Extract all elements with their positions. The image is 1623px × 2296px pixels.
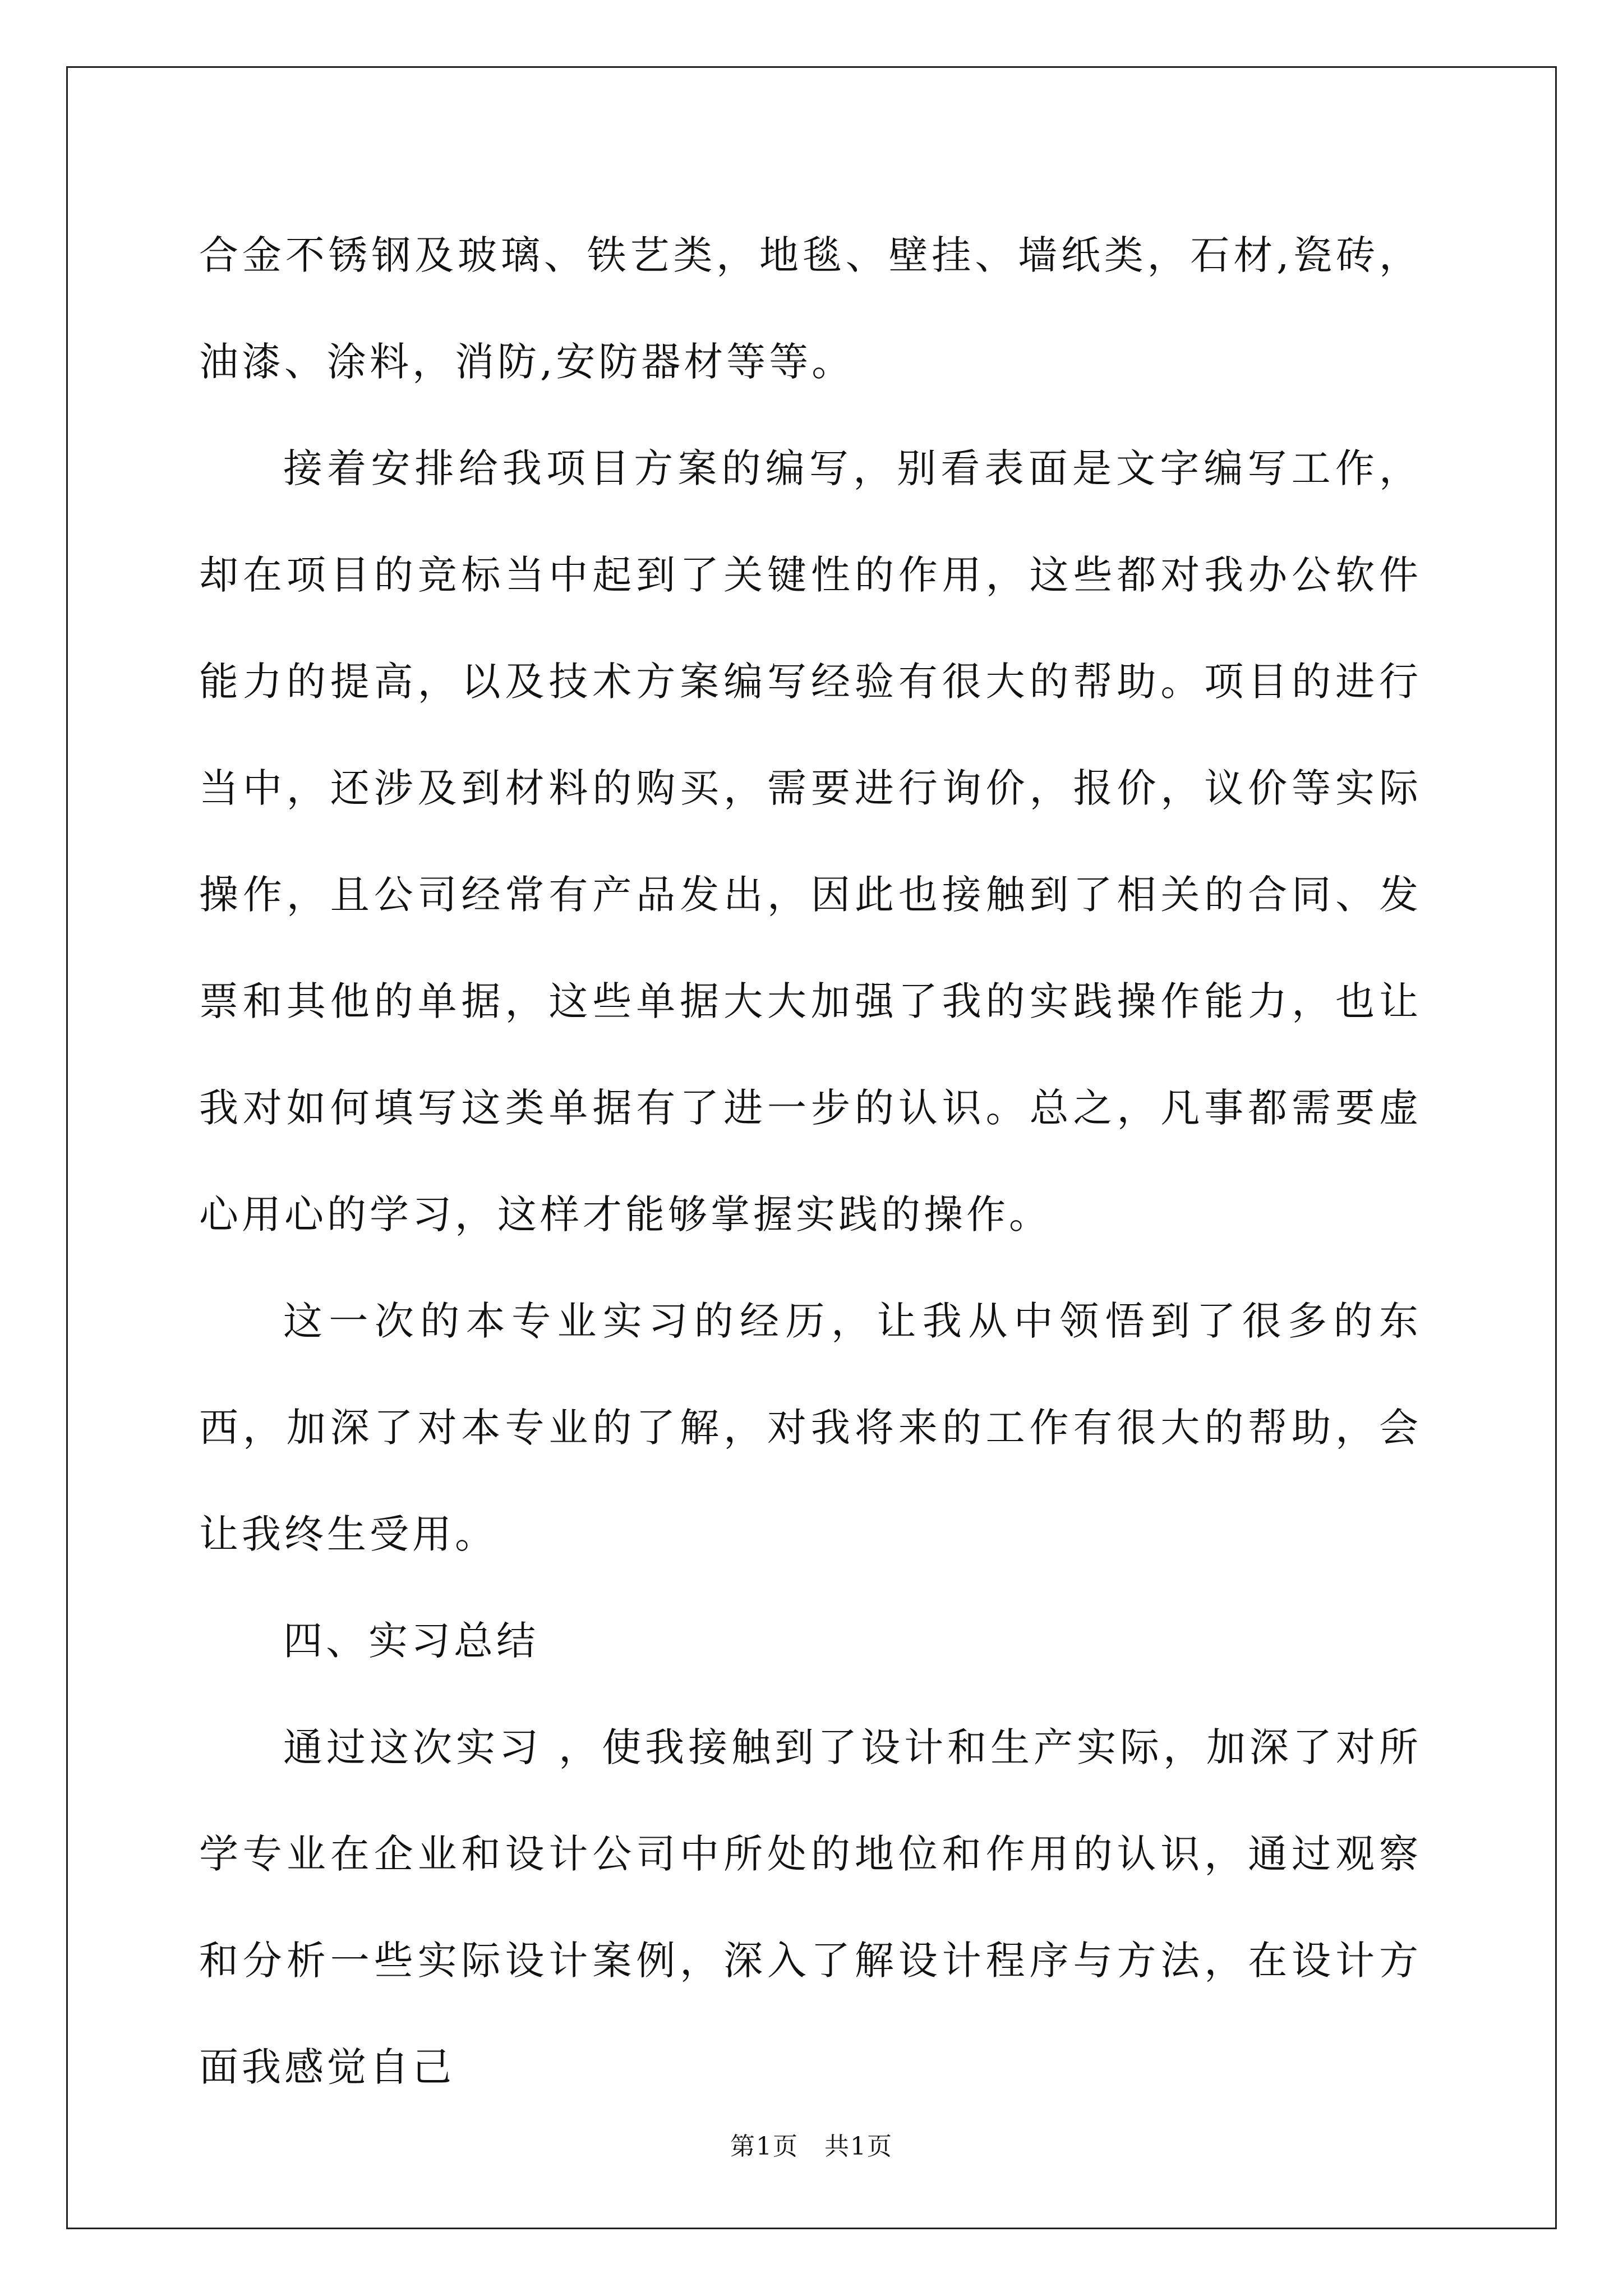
paragraph-1: 合金不锈钢及玻璃、铁艺类，地毯、壁挂、墙纸类，石材,瓷砖，油漆、涂料，消防,安防器材等等。 bbox=[199, 232, 1422, 385]
section-heading: 四、实习总结 bbox=[283, 1618, 539, 1664]
paragraph-2: 接着安排给我项目方案的编写，别看表面是文字编写工作，却在项目的竞标当中起到了关键性的作用，这些都对我办公软件能力的提高，以及技术方案编写经验有很大的帮助。项目的进行当中，还涉及到材料的购买，需要进行询价，报价，议价等实际操作，且公司经常有产品发出，因此也接触到了相关的合同、发票和其他的单据，这些单据大大加强了我的实践操作能力，也让我对如何填写这类单据有了进一步的认识。总之，凡事都需要虚心用心的学习，这样才能够掌握实践的操作。 bbox=[199, 445, 1422, 1237]
page-footer: 第1页 共1页 bbox=[730, 2132, 893, 2161]
paragraph-5: 通过这次实习 ，使我接触到了设计和生产实际，加深了对所学专业在企业和设计公司中所处的地位和作用的认识，通过观察和分析一些实际设计案例，深入了解设计程序与方法，在设计方面我感觉自己 bbox=[199, 1724, 1422, 2090]
document-body bbox=[199, 202, 1422, 2120]
paragraph-3: 这一次的本专业实习的经历，让我从中领悟到了很多的东西，加深了对本专业的了解，对我将来的工作有很大的帮助，会让我终生受用。 bbox=[199, 1298, 1422, 1557]
